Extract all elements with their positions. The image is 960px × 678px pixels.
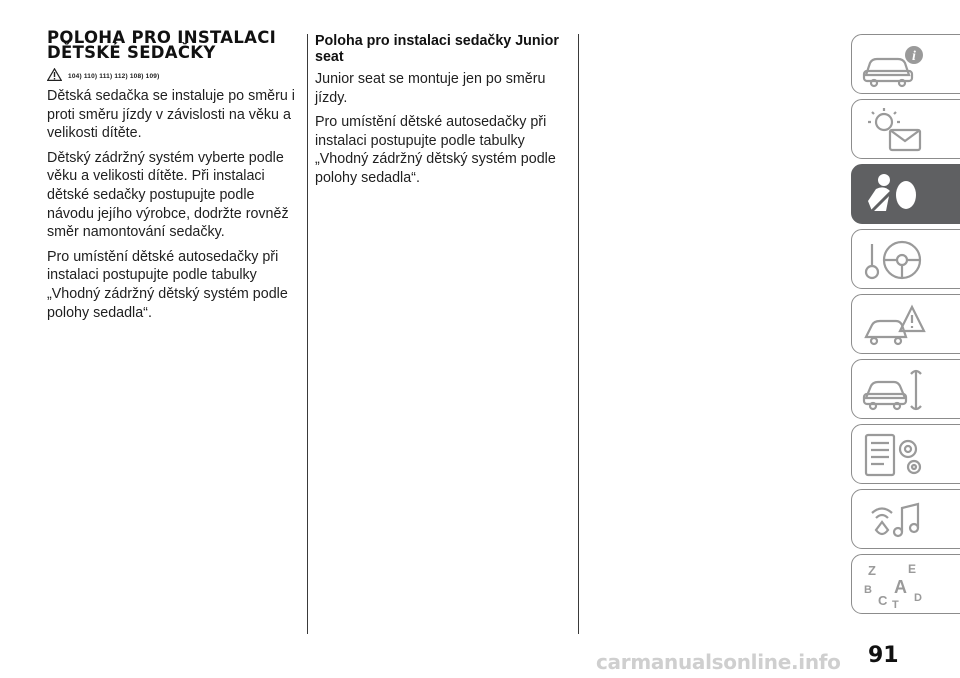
mid-paragraph: Pro umístění dětské autosedačky při instalaci postupujte podle tabulky „Vhodný zádržný dětský systém podle polohy sedadla“. bbox=[315, 114, 556, 186]
tab-technical-data[interactable] bbox=[851, 424, 960, 484]
svg-text:E: E bbox=[908, 562, 917, 576]
tab-car-info[interactable] bbox=[851, 34, 960, 94]
junior-seat-subheading: Poloha pro instalaci sedačky Junior seat bbox=[315, 33, 559, 65]
chapter-tabs bbox=[851, 34, 960, 619]
svg-text:T: T bbox=[892, 599, 899, 609]
left-paragraph: Dětská sedačka se instaluje po směru i proti směru jízdy v závislosti na věku a velikosti dítěte. bbox=[47, 88, 295, 142]
warning-triangle-icon bbox=[47, 68, 62, 81]
column-divider bbox=[578, 34, 579, 634]
section-heading: POLOHA PRO INSTALACI DĚTSKÉ SEDAČKY bbox=[47, 28, 277, 62]
starting-driving-icon bbox=[862, 236, 928, 284]
tab-safety[interactable] bbox=[851, 164, 960, 224]
index-icon bbox=[862, 561, 928, 609]
tab-multimedia[interactable] bbox=[851, 489, 960, 549]
tab-maintenance[interactable] bbox=[851, 359, 960, 419]
warning-reference-numbers: 104) 110) 111) 112) 108) 109) bbox=[68, 73, 160, 80]
mid-paragraph: Junior seat se montuje jen po směru jízdy. bbox=[315, 71, 546, 106]
tab-index[interactable] bbox=[851, 554, 960, 614]
emergency-icon bbox=[862, 301, 928, 349]
multimedia-icon bbox=[862, 496, 928, 544]
column-divider bbox=[307, 34, 308, 634]
safety-airbag-icon bbox=[862, 171, 928, 219]
tab-emergency[interactable] bbox=[851, 294, 960, 354]
middle-column bbox=[315, 33, 565, 194]
left-column bbox=[47, 30, 295, 328]
left-paragraph: Pro umístění dětské autosedačky při instalaci postupujte podle tabulky „Vhodný zádržný dětský systém podle polohy sedadla“. bbox=[47, 248, 288, 321]
watermark: carmanualsonline.info bbox=[596, 650, 841, 674]
svg-text:B: B bbox=[864, 584, 872, 596]
tab-warning-lights[interactable] bbox=[851, 99, 960, 159]
svg-text:A: A bbox=[894, 577, 907, 597]
svg-text:D: D bbox=[914, 592, 922, 604]
tab-starting-driving[interactable] bbox=[851, 229, 960, 289]
maintenance-icon bbox=[862, 366, 928, 414]
svg-text:Z: Z bbox=[868, 563, 876, 578]
technical-data-icon bbox=[862, 431, 928, 479]
svg-text:i: i bbox=[912, 49, 916, 64]
warning-lights-icon bbox=[862, 106, 928, 154]
car-info-icon bbox=[862, 41, 928, 89]
page-number: 91 bbox=[868, 643, 899, 668]
svg-text:C: C bbox=[878, 593, 888, 608]
warning-references bbox=[47, 67, 295, 81]
left-paragraph: Dětský zádržný systém vyberte podle věku a velikosti dítěte. Při instalaci dětské sedačky postupujte podle návodu jejího výrobce, dodržte rovněž směr namontování sedačky. bbox=[47, 149, 289, 241]
